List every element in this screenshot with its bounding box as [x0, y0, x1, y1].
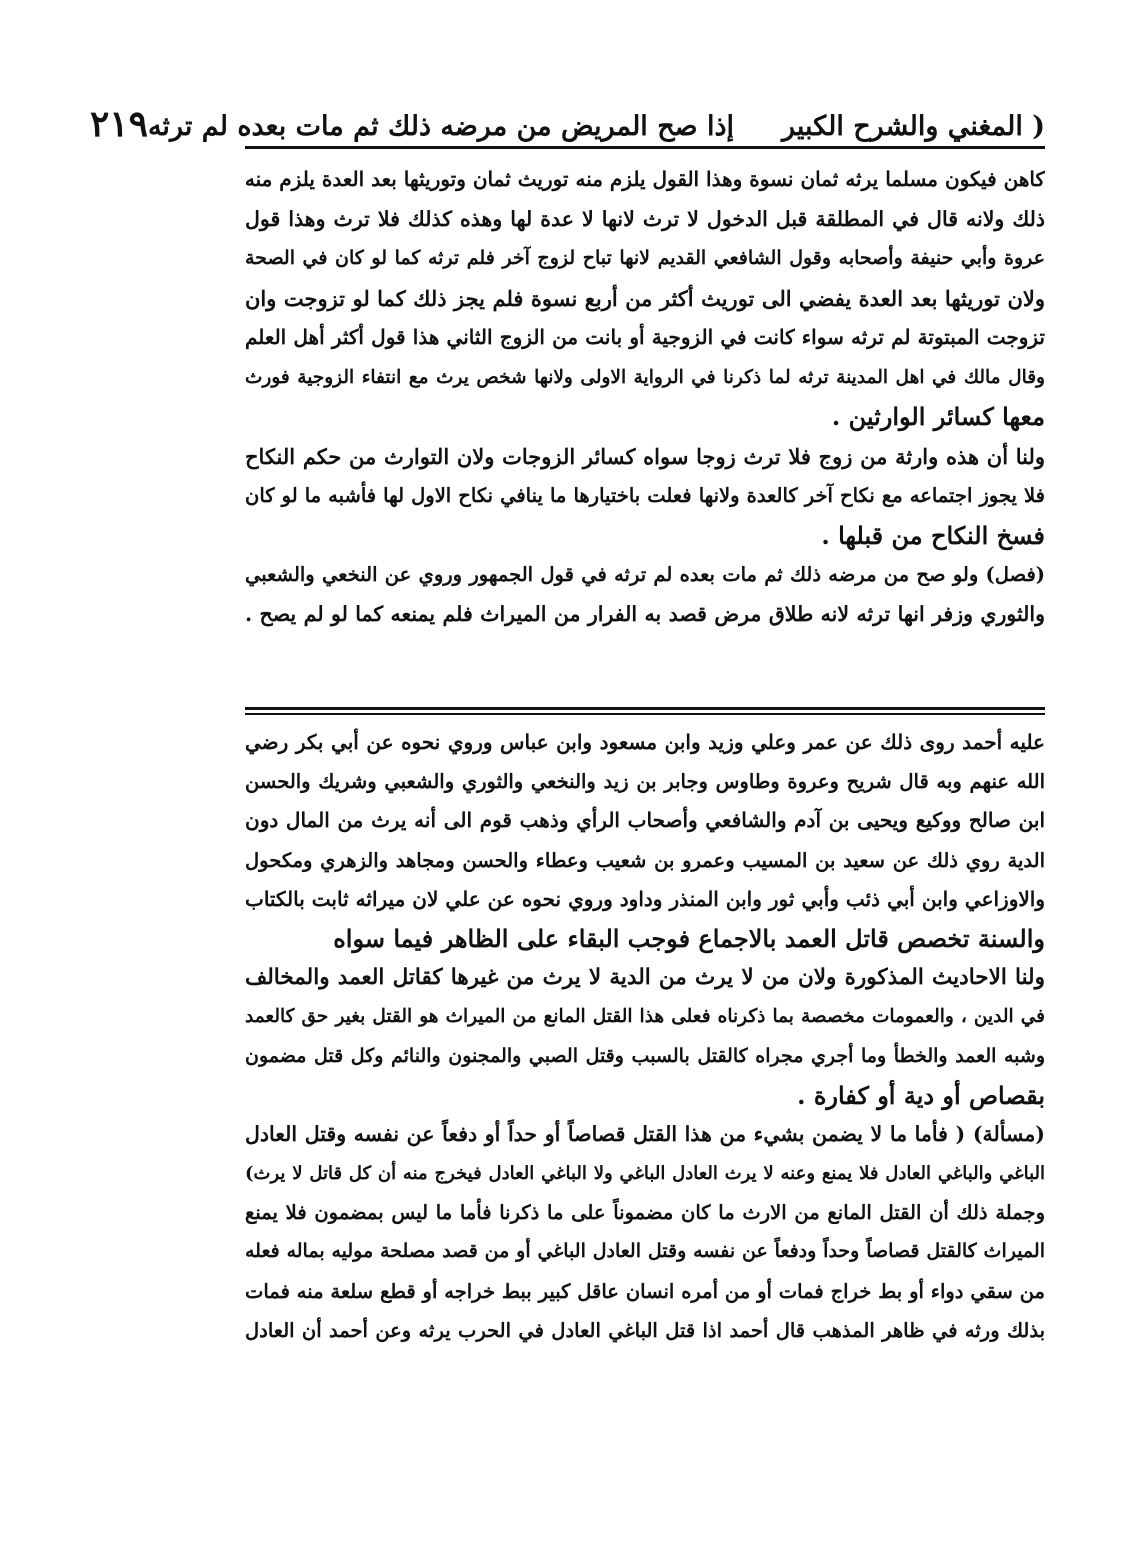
text-line: الدية روي ذلك عن سعيد بن المسيب وعمرو بن شعيب وعطاء والحسن ومجاهد والزهري ومكحول	[245, 848, 1045, 872]
text-line: في الدين ، والعمومات مخصصة بما ذكرناه فعلى هذا القتل المانع من الميراث هو القتل بغير حق كالعمد	[245, 1006, 1045, 1028]
text-line: فسخ النكاح من قبلها .	[821, 520, 1045, 550]
text-line: (مسألة) ( فأما ما لا يضمن بشيء من هذا القتل قصاصاً أو حداً أو دفعاً عن نفسه وقتل العادل	[245, 1121, 1045, 1146]
book-title: ( المغني والشرح الكبير	[782, 111, 1045, 142]
page-number: ٢١٩	[89, 103, 148, 145]
section-divider	[245, 713, 1045, 715]
section-divider	[245, 707, 1045, 710]
text-line: الميراث كالقتل قصاصاً وحداً ودفعاً عن نفسه وقتل العادل الباغي أو من قصد مصلحة موليه بماله فعله	[245, 1240, 1045, 1263]
text-line: وقال مالك في اهل المدينة ترثه لما ذكرنا في الرواية الاولى ولانها شخص يرث مع انتفاء الزوجية فورث	[245, 366, 1045, 388]
page-header	[89, 98, 1045, 145]
running-title: إذا صح المريض من مرضه ذلك ثم مات بعده لم ترثه	[147, 111, 734, 142]
bottom-section-text	[245, 723, 1045, 1350]
text-line: فلا يجوز اجتماعه مع نكاح آخر كالعدة ولانها فعلت باختيارها ما ينافي نكاح الاول لها فأشبه ما لو كان	[245, 484, 1045, 507]
text-line: معها كسائر الوارثين .	[831, 402, 1045, 431]
text-line: ولنا الاحاديث المذكورة ولان من لا يرث من الدية لا يرث من غيرها كقاتل العمد والمخالف	[245, 965, 1045, 991]
text-line: والسنة تخصص قاتل العمد بالاجماع فوجب البقاء على الظاهر فيما سواه	[333, 923, 1045, 953]
text-line: من سقي دواء أو بط خراج فمات أو من أمره انسان عاقل كبير ببط خراجه أو قطع سلعة منه فمات	[245, 1279, 1045, 1303]
text-line: ابن صالح ووكيع ويحيى بن آدم والشافعي وأصحاب الرأي وذهب قوم الى أنه يرث من المال دون	[245, 808, 1045, 833]
text-line: بقصاص أو دية أو كفارة .	[797, 1080, 1045, 1110]
text-line: والاوزاعي وابن أبي ذئب وأبي ثور وابن المنذر وداود وروي نحوه عن علي لان ميراثه ثابت بالكتاب	[245, 886, 1045, 911]
text-line: ولان توريثها بعد العدة يفضي الى توريث أكثر من أربع نسوة فلم يجز ذلك كما لو تزوجت وان	[245, 285, 1045, 311]
text-line: ذلك ولانه قال في المطلقة قبل الدخول لا ترث لانها لا عدة لها وهذه كذلك فلا ترث وهذا قول	[245, 206, 1045, 231]
text-line: عروة وأبي حنيفة وأصحابه وقول الشافعي القديم لانها تباح لزوج آخر فلم ترثه كما لو كان في الصحة	[245, 247, 1045, 269]
text-line: بذلك ورثه في ظاهر المذهب قال أحمد اذا قتل الباغي العادل في الحرب يرثه وعن أحمد أن العادل	[245, 1318, 1045, 1342]
text-line: كاهن فيكون مسلما يرثه ثمان نسوة وهذا القول يلزم منه توريث ثمان وتوريثها بعد العدة يلزم منه	[245, 167, 1045, 191]
text-line: (فصل) ولو صح من مرضه ذلك ثم مات بعده لم ترثه في قول الجمهور وروي عن النخعي والشعبي	[245, 563, 1045, 586]
text-line: وشبه العمد والخطأ وما أجري مجراه كالقتل بالسبب وقتل الصبي والمجنون والنائم وكل قتل مضمون	[245, 1044, 1045, 1067]
text-line: الباغي والباغي العادل فلا يمنع وعنه لا يرث العادل الباغي ولا الباغي العادل فيخرج منه أن كل قاتل لا يرث)	[245, 1163, 1045, 1185]
text-line: الله عنهم وبه قال شريح وعروة وطاوس وجابر بن زيد والنخعي والثوري والشعبي وشريك والحسن	[245, 770, 1045, 794]
text-line: والثوري وزفر انها ترثه لانه طلاق مرض قصد به الفرار من الميراث فلم يمنعه كما لو لم يصح .	[245, 601, 1045, 626]
header-rule	[245, 146, 1045, 149]
top-section-text	[245, 160, 1045, 634]
text-line: تزوجت المبتوتة لم ترثه سواء كانت في الزوجية أو بانت من الزوج الثاني هذا قول أكثر أهل العلم	[245, 325, 1045, 349]
text-line: ولنا أن هذه وارثة من زوج فلا ترث زوجا سواه كسائر الزوجات ولان التوارث من حكم النكاح	[245, 443, 1045, 469]
text-line: وجملة ذلك أن القتل المانع من الارث ما كان مضموناً على ما ذكرنا فأما ما ليس بمضمون فلا يمنع	[245, 1201, 1045, 1225]
text-line: عليه أحمد روى ذلك عن عمر وعلي وزيد وابن مسعود وابن عباس وروي نحوه عن أبي بكر رضي	[245, 730, 1045, 754]
